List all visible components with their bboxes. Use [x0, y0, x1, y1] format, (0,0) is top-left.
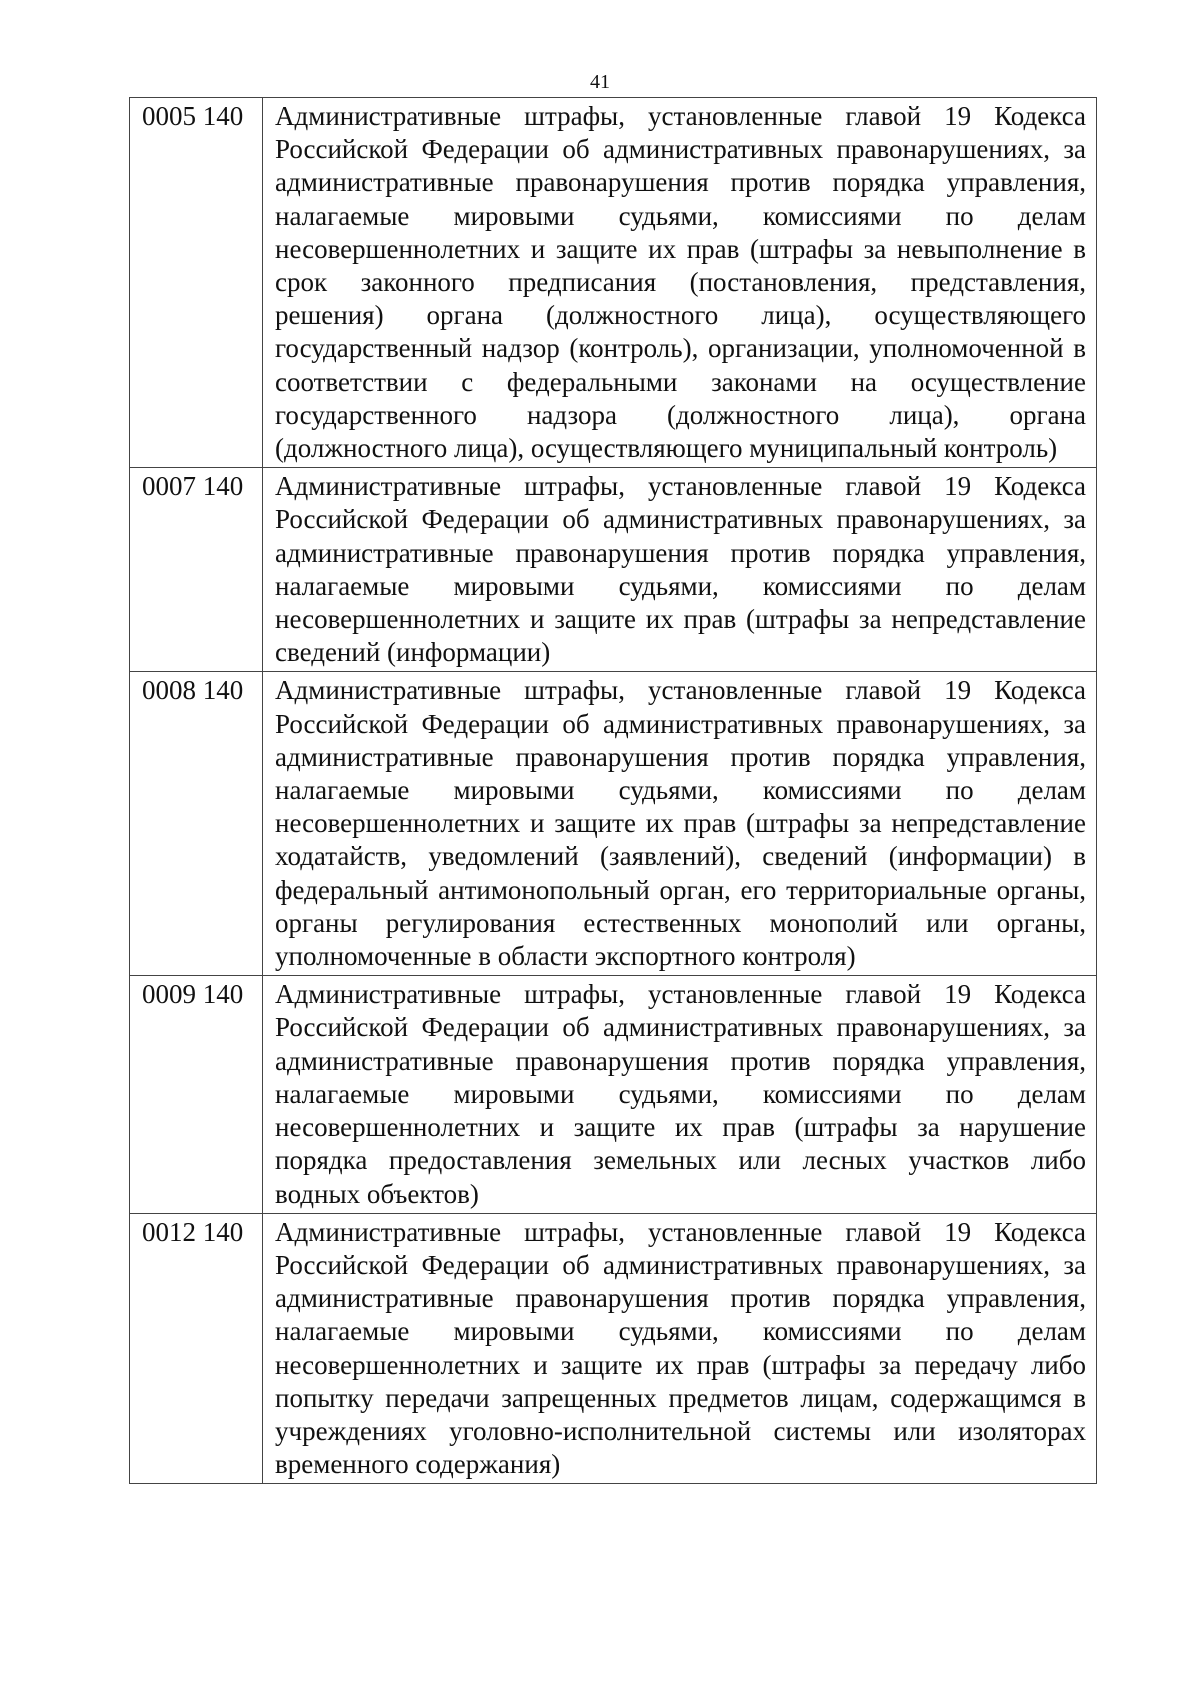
- table-row: [130, 672, 1097, 976]
- code-cell: 0009 140: [130, 976, 263, 1213]
- table-row: [130, 976, 1097, 1213]
- description-cell: Административные штрафы, установленные главой 19 Кодекса Российской Федерации об административных правонарушениях, за административные правонарушения против порядка управления, налагаемые мировыми судьями, комиссиями по делам несовершеннолетних и защите их прав (штрафы за непредставление сведений (информации): [263, 468, 1097, 672]
- description-cell: Административные штрафы, установленные главой 19 Кодекса Российской Федерации об административных правонарушениях, за административные правонарушения против порядка управления, налагаемые мировыми судьями, комиссиями по делам несовершеннолетних и защите их прав (штрафы за непредставление ходатайств, уведомлений (заявлений), сведений (информации) в федеральный антимонопольный орган, его территориальные органы, органы регулирования естественных монополий или органы, уполномоченные в области экспортного контроля): [263, 672, 1097, 976]
- table-row: [130, 468, 1097, 672]
- description-cell: Административные штрафы, установленные главой 19 Кодекса Российской Федерации об административных правонарушениях, за административные правонарушения против порядка управления, налагаемые мировыми судьями, комиссиями по делам несовершеннолетних и защите их прав (штрафы за передачу либо попытку передачи запрещенных предметов лицам, содержащимся в учреждениях уголовно-исполнительной системы или изоляторах временного содержания): [263, 1213, 1097, 1484]
- description-cell: Административные штрафы, установленные главой 19 Кодекса Российской Федерации об административных правонарушениях, за административные правонарушения против порядка управления, налагаемые мировыми судьями, комиссиями по делам несовершеннолетних и защите их прав (штрафы за нарушение порядка предоставления земельных или лесных участков либо водных объектов): [263, 976, 1097, 1213]
- table-body: [130, 98, 1097, 1484]
- table-row: [130, 1213, 1097, 1484]
- description-cell: Административные штрафы, установленные главой 19 Кодекса Российской Федерации об административных правонарушениях, за административные правонарушения против порядка управления, налагаемые мировыми судьями, комиссиями по делам несовершеннолетних и защите их прав (штрафы за невыполнение в срок законного предписания (постановления, представления, решения) органа (должностного лица), осуществляющего государственный надзор (контроль), организации, уполномоченной в соответствии с федеральными законами на осуществление государственного надзора (должностного лица), органа (должностного лица), осуществляющего муниципальный контроль): [263, 98, 1097, 468]
- code-cell: 0008 140: [130, 672, 263, 976]
- code-cell: 0007 140: [130, 468, 263, 672]
- page-number: 41: [590, 71, 610, 93]
- table-row: [130, 98, 1097, 468]
- code-cell: 0012 140: [130, 1213, 263, 1484]
- code-cell: 0005 140: [130, 98, 263, 468]
- budget-codes-table: [129, 97, 1097, 1484]
